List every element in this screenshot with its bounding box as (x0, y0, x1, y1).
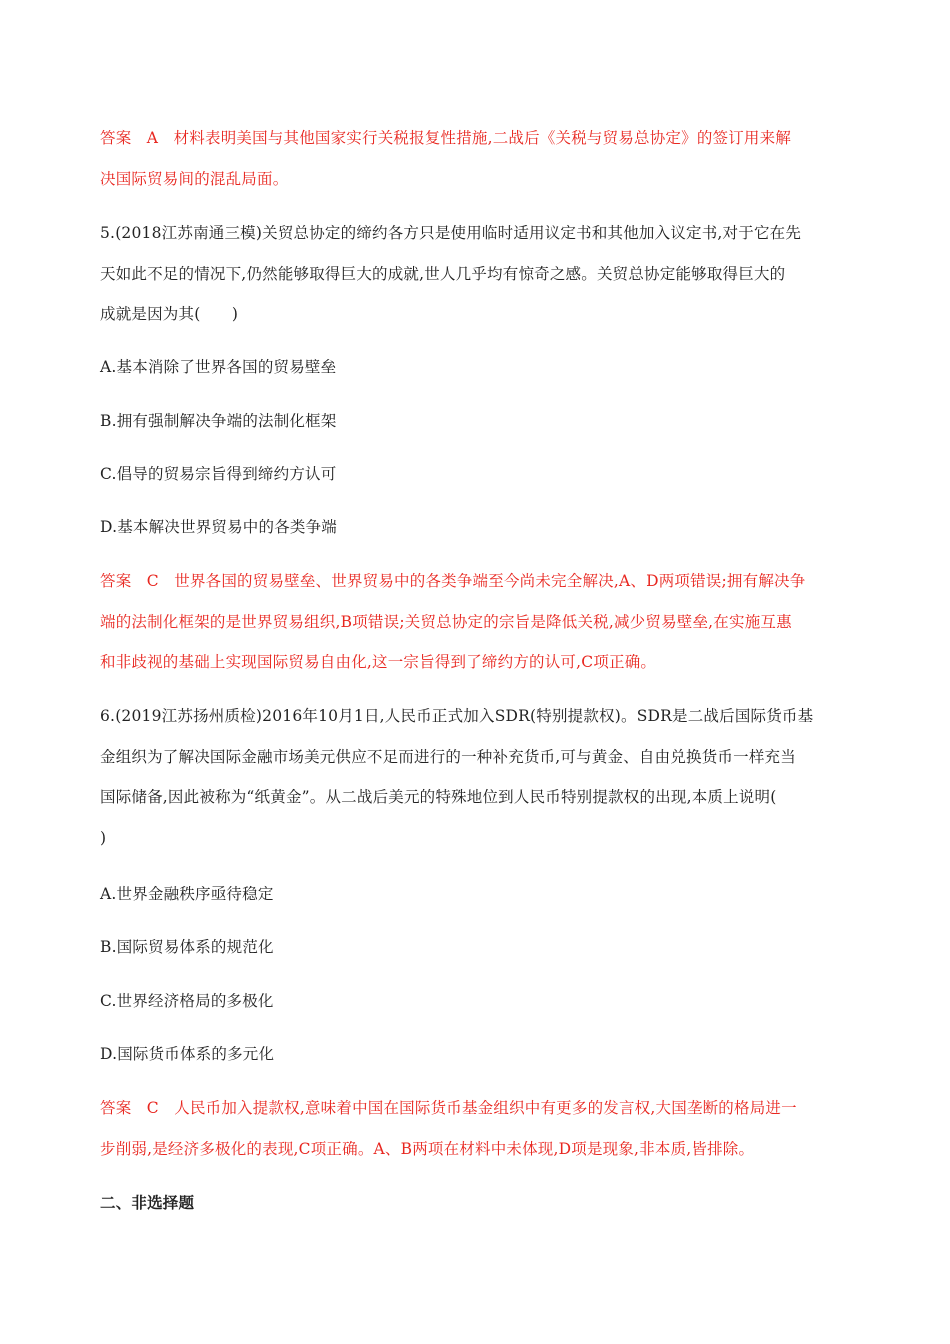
question-6-line-4: ) (100, 829, 107, 847)
answer-q4-line-1 (100, 128, 860, 148)
answer-explanation: 人民币加入提款权,意味着中国在国际货币基金组织中有更多的发言权,大国垄断的格局进一 (174, 1099, 797, 1117)
answer-q6-line-2: 步削弱,是经济多极化的表现,C项正确。A、B两项在材料中未体现,D项是现象,非本质,皆排除。 (100, 1140, 755, 1158)
question-5-option-c: C.倡导的贸易宗旨得到缔约方认可 (100, 465, 337, 483)
question-6-line-3: 国际储备,因此被称为“纸黄金”。从二战后美元的特殊地位到人民币特别提款权的出现,本质上说明( (100, 788, 777, 806)
answer-explanation: 材料表明美国与其他国家实行关税报复性措施,二战后《关税与贸易总协定》的签订用来解 (173, 129, 792, 147)
answer-label: 答案 (100, 129, 132, 147)
question-5-line-3: 成就是因为其( ) (100, 305, 239, 323)
section-heading: 二、非选择题 (100, 1194, 195, 1212)
answer-label: 答案 (100, 1099, 132, 1117)
answer-q6-line-1 (100, 1098, 860, 1118)
question-6-option-c: C.世界经济格局的多极化 (100, 992, 274, 1010)
question-5-option-b: B.拥有强制解决争端的法制化框架 (100, 412, 337, 430)
question-5-option-a: A.基本消除了世界各国的贸易壁垒 (100, 358, 337, 376)
answer-q5-line-3: 和非歧视的基础上实现国际贸易自由化,这一宗旨得到了缔约方的认可,C项正确。 (100, 653, 657, 671)
question-6-option-b: B.国际贸易体系的规范化 (100, 938, 274, 956)
question-5-line-1: 5.(2018江苏南通三模)关贸总协定的缔约各方只是使用临时适用议定书和其他加入议定书,对于它在先 (100, 224, 802, 242)
question-5-option-d: D.基本解决世界贸易中的各类争端 (100, 518, 338, 536)
answer-explanation: 世界各国的贸易壁垒、世界贸易中的各类争端至今尚未完全解决,A、D两项错误;拥有解决争 (174, 572, 806, 590)
question-6-line-1: 6.(2019江苏扬州质检)2016年10月1日,人民币正式加入SDR(特别提款权)。SDR是二战后国际货币基 (100, 707, 814, 725)
answer-choice: C (146, 572, 159, 590)
answer-choice: A (146, 129, 159, 147)
answer-q4-line-2: 决国际贸易间的混乱局面。 (100, 170, 289, 188)
question-6-line-2: 金组织为了解决国际金融市场美元供应不足而进行的一种补充货币,可与黄金、自由兑换货币一样充当 (100, 748, 796, 766)
answer-q5-line-1 (100, 571, 860, 591)
answer-label: 答案 (100, 572, 132, 590)
question-6-option-a: A.世界金融秩序亟待稳定 (100, 885, 274, 903)
question-5-line-2: 天如此不足的情况下,仍然能够取得巨大的成就,世人几乎均有惊奇之感。关贸总协定能够取得巨大的 (100, 265, 786, 283)
question-6-option-d: D.国际货币体系的多元化 (100, 1045, 275, 1063)
answer-q5-line-2: 端的法制化框架的是世界贸易组织,B项错误;关贸总协定的宗旨是降低关税,减少贸易壁垒,在实施互惠 (100, 613, 792, 631)
answer-choice: C (146, 1099, 159, 1117)
